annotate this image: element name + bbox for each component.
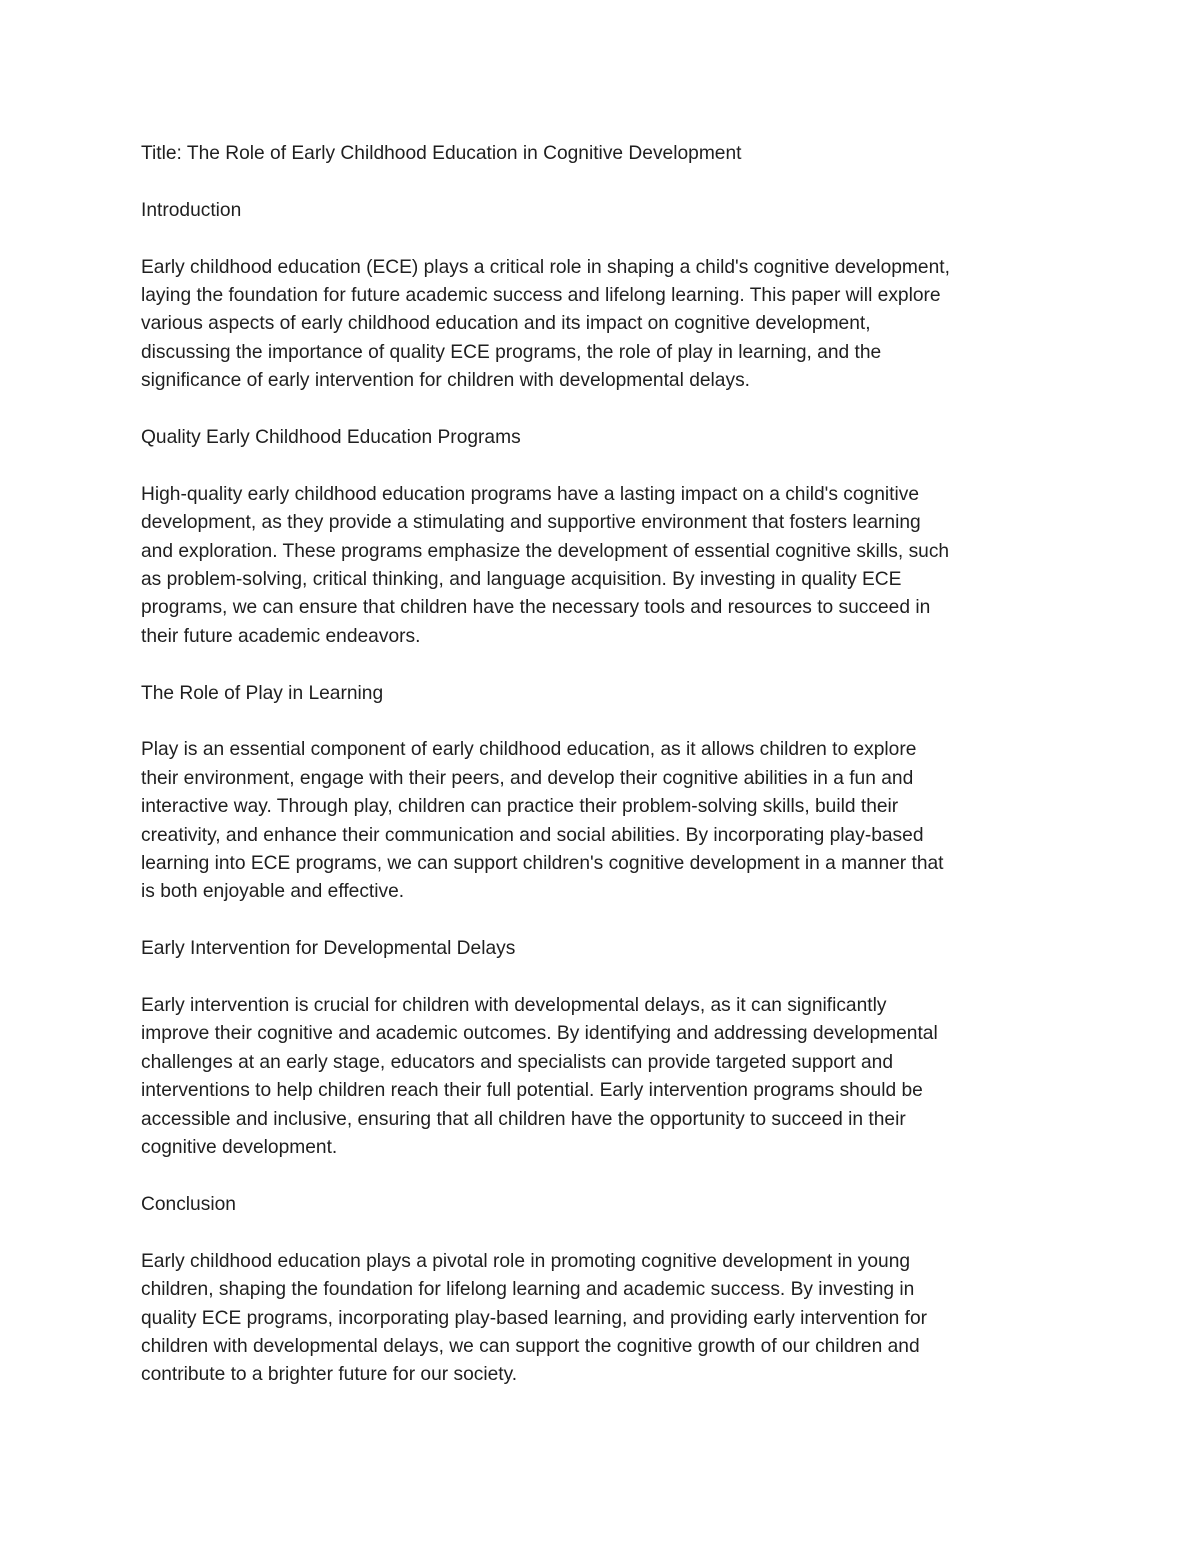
paragraph-line: discussing the importance of quality ECE programs, the role of play in learning, and the xyxy=(141,341,882,363)
section-heading-the-role-of-play-in-learning: The Role of Play in Learning xyxy=(141,682,384,704)
section-heading-conclusion: Conclusion xyxy=(141,1193,236,1215)
paragraph-line: challenges at an early stage, educators and specialists can provide targeted support and xyxy=(141,1051,893,1073)
paragraph-line: learning into ECE programs, we can support children's cognitive development in a manner that xyxy=(141,853,944,875)
paragraph-line: improve their cognitive and academic outcomes. By identifying and addressing developmental xyxy=(141,1023,938,1045)
paragraph-line: various aspects of early childhood education and its impact on cognitive development, xyxy=(141,313,871,335)
section-paragraph-the-role-of-play-in-learning xyxy=(141,736,1061,906)
paragraph-line: Play is an essential component of early childhood education, as it allows children to explore xyxy=(141,739,917,761)
paragraph-line: Early intervention is crucial for children with developmental delays, as it can significantly xyxy=(141,995,887,1017)
section-heading-early-intervention-for-developmental-delays: Early Intervention for Developmental Delays xyxy=(141,938,516,960)
paragraph-line: Early childhood education plays a pivotal role in promoting cognitive development in young xyxy=(141,1250,911,1272)
paragraph-line: accessible and inclusive, ensuring that all children have the opportunity to succeed in their xyxy=(141,1108,906,1130)
section-heading-quality-early-childhood-education-programs: Quality Early Childhood Education Programs xyxy=(141,427,521,449)
paragraph-line: High-quality early childhood education programs have a lasting impact on a child's cognitive xyxy=(141,483,919,505)
document-page xyxy=(141,140,1061,1418)
paragraph-line: development, as they provide a stimulating and supportive environment that fosters learning xyxy=(141,512,921,534)
paragraph-line: children, shaping the foundation for lifelong learning and academic success. By investing in xyxy=(141,1279,915,1301)
paragraph-line: interactive way. Through play, children can practice their problem-solving skills, build their xyxy=(141,796,899,818)
paragraph-line: Early childhood education (ECE) plays a critical role in shaping a child's cognitive development, xyxy=(141,256,950,278)
paragraph-line: children with developmental delays, we can support the cognitive growth of our children and xyxy=(141,1335,920,1357)
section-paragraph-introduction xyxy=(141,254,1061,396)
paragraph-line: their future academic endeavors. xyxy=(141,625,421,647)
paragraph-line: contribute to a brighter future for our society. xyxy=(141,1364,518,1386)
paragraph-line: cognitive development. xyxy=(141,1137,338,1159)
paragraph-line: and exploration. These programs emphasize the development of essential cognitive skills, such xyxy=(141,540,950,562)
paragraph-line: laying the foundation for future academic success and lifelong learning. This paper will explore xyxy=(141,285,941,306)
document-title: Title: The Role of Early Childhood Education in Cognitive Development xyxy=(141,143,742,164)
paragraph-line: interventions to help children reach their full potential. Early intervention programs should be xyxy=(141,1080,923,1102)
document-body xyxy=(141,197,1061,1390)
section-heading-introduction: Introduction xyxy=(141,199,242,221)
paragraph-line: creativity, and enhance their communication and social abilities. By incorporating play-based xyxy=(141,824,924,846)
section-paragraph-early-intervention-for-developmental-delays xyxy=(141,992,1061,1162)
paragraph-line: quality ECE programs, incorporating play-based learning, and providing early intervention for xyxy=(141,1307,928,1329)
section-paragraph-conclusion xyxy=(141,1248,1061,1390)
paragraph-line: significance of early intervention for children with developmental delays. xyxy=(141,370,750,392)
paragraph-line: programs, we can ensure that children have the necessary tools and resources to succeed in xyxy=(141,597,931,619)
paragraph-line: their environment, engage with their peers, and develop their cognitive abilities in a fun and xyxy=(141,767,914,789)
paragraph-line: as problem-solving, critical thinking, and language acquisition. By investing in quality ECE xyxy=(141,569,902,591)
section-paragraph-quality-early-childhood-education-programs xyxy=(141,481,1061,651)
paragraph-line: is both enjoyable and effective. xyxy=(141,881,405,903)
